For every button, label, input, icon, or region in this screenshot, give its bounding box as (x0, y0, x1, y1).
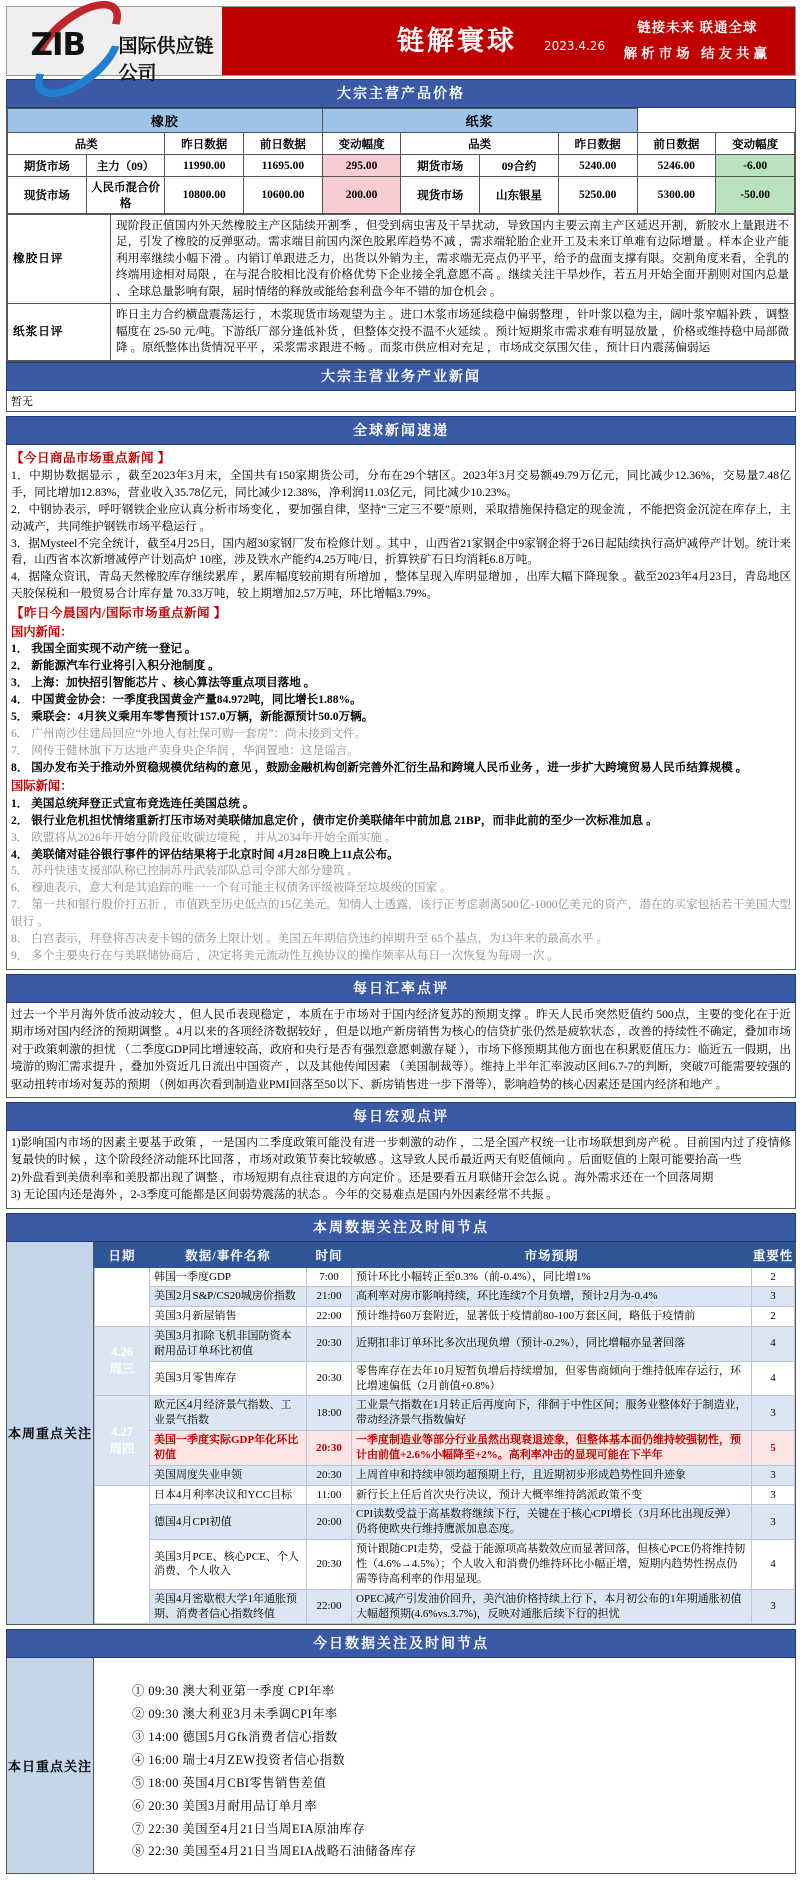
list-item: ⑦ 22:30 美国至4月21日当周EIA原油库存 (132, 1821, 366, 1836)
news-item: 4． 美联储对硅谷银行事件的评估结果将于北京时间 4月28日晚上11点公布。 (11, 847, 399, 861)
fx-commentary-container (6, 1003, 796, 1098)
market-type: 期货市场 (8, 155, 87, 177)
event-name-cell: 美国3月PCE、核心PCE、个人消费、个人收入 (150, 1540, 307, 1590)
masthead-slogan (624, 15, 771, 67)
table-row (95, 1431, 795, 1466)
fx-commentary-text: 过去一个半月海外货币波动较大 ，但人民币表现稳定 ，本质在于市场对于国内经济复苏的预期支撑 。昨天人民币突然贬值约 500点，主要的变化在于近期市场对国内经济的预期调整 。4月以来的各项经济数据较好 ，但是以地产新房销售为核心的信贷扩张仍然是疲软状态 ，改善的持续性不确定，叠加市场对于政策刺激的担忧 （二季度GDP同比增速较高，政府和央行是否有强烈意愿刺激存疑 ），市场下修预期其他方面也在积累贬值压力：临近五一假期，出境游的购汇需求提升 ，叠加外资近几日流出中国资产 ，以及其他传闻因素 （美国制裁等）。维持上半年汇率波动区间6.7-7的判断，突破7可能需要较强的驱动扭转市场对复苏的预期 （例如再次看到制造业PMI回落至50以下、新房销售进一步下滑等），影响趋势的核心因素还是国内经济和地产 。 (11, 1008, 791, 1091)
rubber-commentary-label: 橡胶日评 (8, 215, 111, 304)
news-item: 7． 网传王健林旗下万达地产卖身央企华润 ，华润置地：这是谣言。 (11, 743, 359, 757)
weekly-calendar-head (95, 1242, 795, 1267)
table-row (95, 1465, 795, 1485)
market-news-heading: 【昨日今晨国内/国际市场重点新闻 】 (11, 606, 227, 621)
calendar-date-cell: 4.25 周二 (95, 1267, 150, 1327)
weekly-calendar-header-row (95, 1242, 795, 1267)
price-group-row (8, 109, 795, 133)
event-name-cell: 美国周度失业申领 (150, 1465, 307, 1485)
commodity-news-list (11, 468, 791, 603)
col-change-right: 变动幅度 (716, 133, 795, 155)
calendar-date-cell: 4.27 周四 (95, 1396, 150, 1485)
importance-cell: 4 (752, 1327, 795, 1362)
change-value: 200.00 (322, 177, 401, 214)
event-name-cell: 德国4月CPI初值 (150, 1505, 307, 1540)
macro-commentary-title: 每日宏观点评 (6, 1102, 796, 1131)
list-item: 2)外盘看到美债利率和美股都出现了调整 ，市场短期有点往衰退的方向定价 。还是要看五月联储开会怎么说 。海外需求还在一个回落周期 (11, 1170, 714, 1184)
industry-news-content: 暂无 (11, 395, 33, 408)
event-time-cell: 20:30 (307, 1540, 352, 1590)
event-time-cell: 20:30 (307, 1361, 352, 1396)
market-expectation-cell: 预计环比小幅转正至0.3%（前-0.4%），同比增1% (352, 1267, 752, 1287)
event-time-cell: 20:30 (307, 1465, 352, 1485)
col-previous-right: 前日数据 (637, 133, 716, 155)
news-item: 9． 多个主要央行在与美联储协商后 ，决定将美元流动性互换协议的操作频率从每日一次恢复为每周一次 。 (11, 949, 559, 963)
weekly-calendar-container (6, 1242, 796, 1626)
market-type: 现货市场 (401, 177, 480, 214)
importance-cell: 2 (752, 1267, 795, 1287)
importance-cell: 3 (752, 1505, 795, 1540)
international-news-heading: 国际新闻： (11, 778, 73, 793)
industry-news-container (6, 391, 796, 412)
list-item: ④ 16:00 瑞士4月ZEW投资者信心指数 (132, 1752, 346, 1767)
list-item: ⑥ 20:30 美国3月耐用品订单月率 (132, 1798, 318, 1813)
market-expectation-cell: 预计跟随CPI走势，受益于能源项高基数效应而显著回落，但核心PCE仍将维持韧性（4.6%→4.5%）；个人收入和消费仍维持环比小幅正增，短期内趋势性拐点仍需等待高利率的作用显现。 (352, 1540, 752, 1590)
importance-cell: 3 (752, 1485, 795, 1505)
news-item: 4． 中国黄金协会：一季度我国黄金产量84.972吨，同比增长1.88%。 (11, 693, 362, 707)
event-name-cell: 美国3月新屋销售 (150, 1307, 307, 1327)
importance-cell: 3 (752, 1287, 795, 1307)
market-expectation-cell: 新行长上任后首次央行决议，预计大概率维持鸽派政策不变 (352, 1485, 752, 1505)
th-date: 日期 (95, 1242, 150, 1267)
market-expectation-cell: 高利率对房市影响持续，环比连续7个月负增，预计2月为-0.4% (352, 1287, 752, 1307)
th-importance: 重要性 (752, 1242, 795, 1267)
global-news-body (7, 445, 795, 969)
col-change-left: 变动幅度 (322, 133, 401, 155)
market-type: 现货市场 (8, 177, 87, 214)
event-time-cell: 11:00 (307, 1485, 352, 1505)
list-item: ⑧ 22:30 美国至4月21日当周EIA战略石油储备库存 (132, 1844, 417, 1859)
market-expectation-cell: 预计维持60万套附近，显著低于疫情前80-100万套区间，略低于疫情前 (352, 1307, 752, 1327)
market-expectation-cell: 工业景气指数在1月转正后再度向下，徘徊于中性区间；服务业整体好于制造业，带动经济景气指数偏好 (352, 1396, 752, 1431)
col-previous-left: 前日数据 (244, 133, 323, 155)
table-row (95, 1287, 795, 1307)
news-item: 8． 国办发布关于推动外贸稳规模优结构的意见 ，鼓励金融机构创新完善外汇衍生品和跨境人民币业务 ，进一步扩大跨境贸易人民币结算规模 。 (11, 760, 748, 774)
list-item: 1．中期协数据显示 ，截至2023年3月末，全国共有150家期货公司，分布在29个辖区。2023年3月交易额49.79万亿元，同比减少12.36%，交易量7.48亿手，同比增加12.83%，营业收入35.78亿元，同比减少12.38%，净利润11.03亿元，同比减少10.23%。 (11, 468, 791, 499)
table-row (95, 1589, 795, 1624)
list-item: ③ 14:00 德国5月Gfk消费者信心指数 (132, 1730, 338, 1745)
news-item: 2． 新能源汽车行业将引入积分池制度 。 (11, 659, 220, 673)
event-time-cell: 7:00 (307, 1267, 352, 1287)
news-item: 6． 广州南沙住建局回应“外地人有社保可购一套房”：尚未接到文件。 (11, 727, 367, 741)
product-name: 人民币混合价格 (86, 177, 165, 214)
logo-company-name: 国际供应链公司 (118, 35, 214, 84)
event-time-cell: 22:00 (307, 1589, 352, 1624)
importance-cell: 4 (752, 1540, 795, 1590)
global-news-title: 全球新闻速递 (6, 416, 796, 445)
today-calendar-side-label: 本日重点关注 (7, 1658, 94, 1873)
product-name: 山东银星 (480, 177, 559, 214)
table-row (95, 1485, 795, 1505)
weekly-calendar-body (95, 1267, 795, 1624)
event-name-cell: 日本4月利率决议和YCC目标 (150, 1485, 307, 1505)
change-value: -50.00 (716, 177, 795, 214)
table-row (95, 1540, 795, 1590)
today-calendar-container (6, 1658, 796, 1874)
domestic-news-heading: 国内新闻： (11, 624, 73, 639)
col-category-left: 品类 (8, 133, 165, 155)
product-name: 09合约 (480, 155, 559, 177)
importance-cell: 5 (752, 1431, 795, 1466)
list-item: ⑤ 18:00 英国4月CBI零售销售差值 (132, 1775, 327, 1790)
logo-wordmark: ZIB (30, 27, 86, 63)
macro-commentary-container (6, 1131, 796, 1209)
weekly-calendar-side-label: 本周重点关注 (7, 1242, 94, 1625)
table-row (95, 1396, 795, 1431)
news-item: 5． 乘联会：4月狭义乘用车零售预计157.0万辆，新能源预计50.0万辆。 (11, 710, 374, 724)
importance-cell: 4 (752, 1361, 795, 1396)
previous-value: 5246.00 (637, 155, 716, 177)
news-item: 5． 苏丹快速支援部队称已控制苏丹武装部队总司令部大部分建筑 。 (11, 864, 359, 878)
change-value: -6.00 (716, 155, 795, 177)
rubber-commentary-row (8, 215, 795, 304)
importance-cell: 3 (752, 1465, 795, 1485)
market-expectation-cell: CPI读数受益于高基数将继续下行，关键在于核心CPI增长（3月环比出现反弹）仍将使欧央行维持鹰派加息态度。 (352, 1505, 752, 1540)
slogan-line-1: 链接未来 联通全球 (637, 20, 758, 35)
group-header-rubber: 橡胶 (8, 109, 323, 133)
previous-value: 11695.00 (244, 155, 323, 177)
th-time: 时间 (307, 1242, 352, 1267)
col-yesterday-left: 昨日数据 (165, 133, 244, 155)
market-expectation-cell: OPEC减产引发油价回升，美汽油价格持续上行下，本月初公布的1年期通胀初值大幅超预期(4.6%vs.3.7%)，反映对通胀后续下行的担忧 (352, 1589, 752, 1624)
event-name-cell: 美国2月S&P/CS20城房价指数 (150, 1287, 307, 1307)
list-item: ② 09:30 澳大利亚3月未季调CPI年率 (132, 1707, 338, 1722)
event-name-cell: 美国一季度实际GDP年化环比初值 (150, 1431, 307, 1466)
list-item: 1)影响国内市场的因素主要基于政策 ，一是国内二季度政策可能没有进一步刺激的动作 ，二是全国产权统一让市场联想到房产税 。目前国内过了疫情修复最快的时候 ，这个阶段经济动能环比回落 ，市场对政策节奏比较敏感 。这导致人民币最近两天有贬值倾向 。后面贬值的上限可能要抬高一些 (11, 1135, 791, 1167)
news-item: 3． 上海：加快招引智能芯片 、核心算法等重点项目落地 。 (11, 676, 316, 690)
domestic-news-list (11, 641, 791, 776)
masthead-banner (222, 7, 795, 75)
table-row (95, 1361, 795, 1396)
publication-title: 链解寰球 (397, 26, 517, 56)
rubber-commentary-text: 现阶段正值国内外天然橡胶主产区陆续开割季 ，但受到病虫害及干旱扰动，导致国内主要云南主产区延迟开割，新胶水上量跟进不足，引发了橡胶的反弹驱动。需求端目前国内深色胶累库趋势不减 ，需求端轮胎企业开工及未来订单难有边际增量 。样本企业产能利用率继续小幅下滑 。内销订单跟进乏力，出货以外销为主，需求端无亮点仍平平，给予的盘面支撑有限。交割角度来看，全乳的终端用途相对局限 ，在与混合胶相比没有价格优势下企业接全乳意愿不高 。继续关注干旱炒作，若五月开始全面开割则对国内总量 、全球总量影响有限，届时情绪的释放或能给套利盘今年不错的加仓机会 。 (111, 215, 795, 304)
event-time-cell: 18:00 (307, 1396, 352, 1431)
event-time-cell: 20:00 (307, 1505, 352, 1540)
pulp-commentary-row (8, 304, 795, 360)
event-name-cell: 美国3月零售库存 (150, 1361, 307, 1396)
news-item: 3． 欧盟将从2026年开始分阶段征收碳边境税 ，并从2034年开始全面实施 。 (11, 830, 397, 844)
commodity-news-heading: 【今日商品市场重点新闻 】 (11, 450, 171, 465)
price-column-header-row (8, 133, 795, 155)
yesterday-value: 5250.00 (558, 177, 637, 214)
today-calendar-title: 今日数据关注及时间节点 (6, 1629, 796, 1658)
col-yesterday-right: 昨日数据 (558, 133, 637, 155)
th-expectation: 市场预期 (352, 1242, 752, 1267)
importance-cell: 2 (752, 1307, 795, 1327)
macro-commentary-body (7, 1131, 795, 1208)
news-item: 7． 第一共和银行股价打五折 ，市值跌至历史低点的15亿美元。知情人士透露，该行正考虑剥离500亿-1000亿美元的资产，潜在的买家包括若干美国大型银行 。 (11, 898, 791, 929)
weekly-calendar-title: 本周数据关注及时间节点 (6, 1213, 796, 1242)
event-time-cell: 20:30 (307, 1431, 352, 1466)
news-item: 6． 穆迪表示，意大利是其追踪的唯一一个有可能主权债务评级被降至垃圾级的国家 。 (11, 881, 452, 895)
macro-commentary-list (11, 1134, 791, 1204)
fx-commentary-title: 每日汇率点评 (6, 974, 796, 1003)
list-item: 3) 无论国内还是海外 ，2-3季度可能都是区间弱势震荡的状态 。今年的交易难点是国内外因素经常不共振 。 (11, 1188, 558, 1202)
event-name-cell: 欧元区4月经济景气指数、工业景气指数 (150, 1396, 307, 1431)
news-item: 1． 我国全面实现不动产统一登记 。 (11, 642, 197, 656)
international-news-list (11, 796, 791, 965)
news-item: 2． 银行业危机担忧情绪重新打压市场对美联储加息定价 ，债市定价美联储年中前加息 21BP，而非此前的至少一次标准加息 。 (11, 813, 658, 827)
market-type: 期货市场 (401, 155, 480, 177)
table-row (95, 1327, 795, 1362)
group-header-pulp: 纸浆 (322, 109, 637, 133)
event-time-cell: 22:00 (307, 1307, 352, 1327)
market-expectation-cell: 近期扣非订单环比多次出现负增（预计-0.2%），同比增幅亦显著回落 (352, 1327, 752, 1362)
industry-news-title: 大宗主营业务产业新闻 (6, 362, 796, 391)
event-time-cell: 21:00 (307, 1287, 352, 1307)
news-item: 8． 白宫表示，拜登将否决麦卡锡的债务上限计划 。美国五年期信贷违约掉期升至 65个基点，为13年来的最高水平 。 (11, 932, 609, 946)
change-value: 295.00 (322, 155, 401, 177)
market-expectation-cell: 上周首申和持续申领均超预期上行，且近期初步形成趋势性回升迹象 (352, 1465, 752, 1485)
event-time-cell: 20:30 (307, 1327, 352, 1362)
price-table (7, 108, 795, 214)
product-name: 主力（09） (86, 155, 165, 177)
calendar-date-cell: 4.28 周五 (95, 1485, 150, 1624)
commentary-table (7, 214, 795, 361)
previous-value: 10600.00 (244, 177, 323, 214)
event-name-cell: 美国4月密歇根大学1年通胀预期、消费者信心指数终值 (150, 1589, 307, 1624)
today-calendar-list (94, 1658, 795, 1873)
weekly-calendar-table (94, 1242, 795, 1625)
masthead (6, 6, 796, 84)
report-page (0, 6, 800, 1874)
event-name-cell: 韩国一季度GDP (150, 1267, 307, 1287)
market-expectation-cell: 一季度制造业等部分行业虽然出现衰退迹象，但整体基本面仍维持较强韧性，预计由前值+2.6%小幅降至+2%。高利率冲击的显现可能在下半年 (352, 1431, 752, 1466)
importance-cell: 3 (752, 1589, 795, 1624)
list-item: ① 09:30 澳大利亚第一季度 CPI年率 (132, 1684, 335, 1699)
global-news-container (6, 445, 796, 970)
th-event: 数据/事件名称 (150, 1242, 307, 1267)
yesterday-value: 10800.00 (165, 177, 244, 214)
pulp-commentary-text: 昨日主力合约横盘震荡运行 ，木浆现货市场观望为主 。进口木浆市场延续稳中偏弱整理 ，针叶浆以稳为主，阔叶浆窄幅补跌 ，调整幅度在 25-50 元/吨。下游纸厂部分逢低补货 ，但整体交投不温不火延续 。预计短期浆市需求难有明显放量 ，价格或维持稳中局部微降 。原纸整体出货情况平平 ，采浆需求跟进不畅 。而浆市供应相对充足 ，市场成交氛围欠佳 ，预计日内震荡偏弱运 (111, 304, 795, 360)
calendar-date-cell: 4.26 周三 (95, 1327, 150, 1396)
list-item: 4．据隆众资讯，青岛天然橡胶库存继续累库 ，累库幅度较前期有所增加 ，整体呈现入库明显增加 ，出库大幅下降现象 。截至2023年4月23日，青岛地区天胶保税和一般贸易合计库存量 70.33万吨，较上期增加2.57万吨，环比增幅3.79%。 (11, 570, 791, 601)
table-row (95, 1307, 795, 1327)
slogan-line-2: 解析市场 结友共赢 (623, 46, 771, 61)
list-item: 2．中钢协表示，呼吁钢铁企业应认真分析市场变化 ，要加强自律，坚持“三定三不要”原则，采取措施保持稳定的现金流 ，不能把资金沉淀在库存上，主动减产，共同维护钢铁市场平稳运行 。 (11, 502, 791, 533)
yesterday-value: 11990.00 (165, 155, 244, 177)
fx-commentary-body (7, 1003, 795, 1097)
table-row (95, 1505, 795, 1540)
yesterday-value: 5240.00 (558, 155, 637, 177)
table-row (8, 177, 795, 214)
table-row (8, 155, 795, 177)
table-row (95, 1267, 795, 1287)
price-section-title: 大宗主营产品价格 (6, 79, 796, 108)
previous-value: 5300.00 (637, 177, 716, 214)
news-item: 1． 美国总统拜登正式宣布竞选连任美国总统 。 (11, 796, 255, 810)
list-item: 3．据Mysteel不完全统计，截至4月25日，国内超30家钢厂发布检修计划 。其中 ，山西省21家钢企中9家钢企将于26日起陆续执行高炉减停产计划。统计来看，山西省本次新增减停产计划高炉 10座，涉及铁水产能约4.25万吨/日，折算铁矿石日均消耗6.8万吨。 (11, 536, 791, 567)
pulp-commentary-label: 纸浆日评 (8, 304, 111, 360)
company-logo (7, 7, 222, 84)
publication-date: 2023.4.26 (544, 39, 606, 53)
price-table-container (6, 108, 796, 362)
col-category-right: 品类 (401, 133, 558, 155)
event-name-cell: 美国3月扣除飞机非国防资本耐用品订单环比初值 (150, 1327, 307, 1362)
importance-cell: 3 (752, 1396, 795, 1431)
market-expectation-cell: 零售库存在去年10月短暂负增后持续增加，但零售商倾向于维持低库存运行，环比增速偏低（2月前值+0.8%） (352, 1361, 752, 1396)
